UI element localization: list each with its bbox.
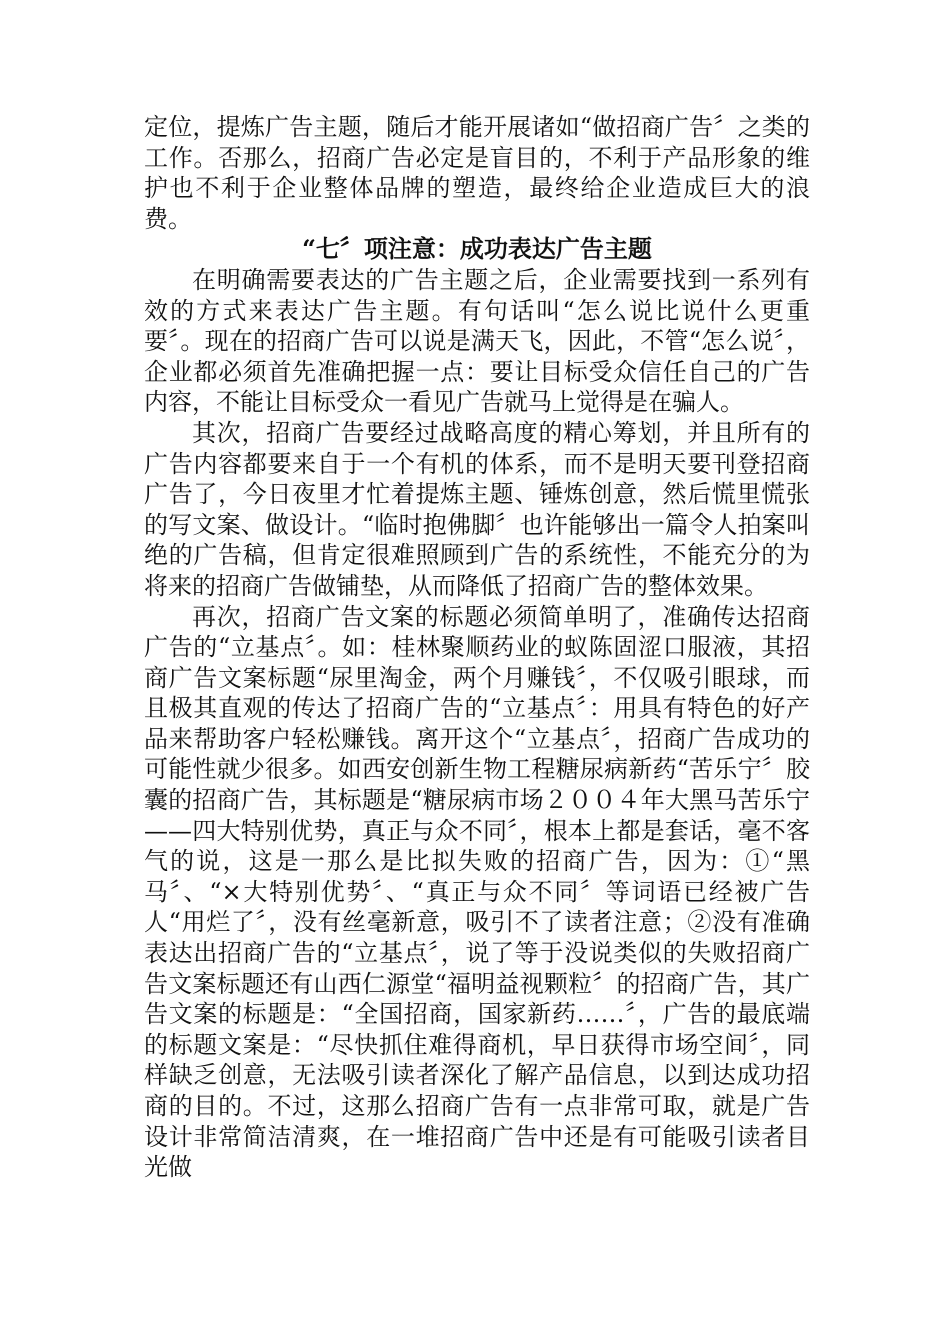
paragraph-1: 在明确需要表达的广告主题之后，企业需要找到一系列有效的方式来表达广告主题。有句话叫“怎么说比说什么更重要〞。现在的招商广告可以说是满天飞，因此，不管“怎么说〞，企业都必须首先准确把握一点：要让目标受众信任自己的广告内容，不能让目标受众一看见广告就马上觉得是在骗人。	[144, 265, 810, 417]
paragraph-3: 再次，招商广告文案的标题必须简单明了，准确传达招商广告的“立基点〞。如：桂林聚顺药业的蚁陈固涩口服液，其招商广告文案标题“尿里淘金，两个月赚钱〞，不仅吸引眼球，而且极其直观的传达了招商广告的“立基点〞：用具有特色的好产品来帮助客户轻松赚钱。离开这个“立基点〞，招商广告成功的可能性就少很多。如西安创新生物工程糖尿病新药“苦乐宁〞胶囊的招商广告，其标题是“糖尿病市场２００４年大黑马苦乐宁——四大特别优势，真正与众不同〞，根本上都是套话，毫不客气的说，这是一那么是比拟失败的招商广告，因为：①“黑马〞、“×大特别优势〞、“真正与众不同〞等词语已经被广告人“用烂了〞，没有丝毫新意，吸引不了读者注意；②没有准确表达出招商广告的“立基点〞，说了等于没说类似的失败招商广告文案标题还有山西仁源堂“福明益视颗粒〞的招商广告，其广告文案的标题是：“全国招商，国家新药……〞，广告的最底端的标题文案是：“尽快抓住难得商机，早日获得市场空间〞，同样缺乏创意，无法吸引读者深化了解产品信息，以到达成功招商的目的。不过，这那么招商广告有一点非常可取，就是广告设计非常简洁清爽，在一堆招商广告中还是有可能吸引读者目光做	[144, 602, 810, 1182]
section-heading: “七〞项注意：成功表达广告主题	[302, 234, 652, 264]
paragraph-2: 其次，招商广告要经过战略高度的精心筹划，并且所有的广告内容都要来自于一个有机的体系，而不是明天要刊登招商广告了，今日夜里才忙着提炼主题、锤炼创意，然后慌里慌张的写文案、做设计。“临时抱佛脚〞也许能够出一篇令人拍案叫绝的广告稿，但肯定很难照顾到广告的系统性，不能充分的为将来的招商广告做铺垫，从而降低了招商广告的整体效果。	[144, 418, 810, 600]
paragraph-intro: 定位，提炼广告主题，随后才能开展诸如“做招商广告〞之类的工作。否那么，招商广告必定是盲目的，不利于产品形象的维护也不利于企业整体品牌的塑造，最终给企业造成巨大的浪费。	[144, 113, 810, 233]
document-page	[144, 112, 810, 1183]
